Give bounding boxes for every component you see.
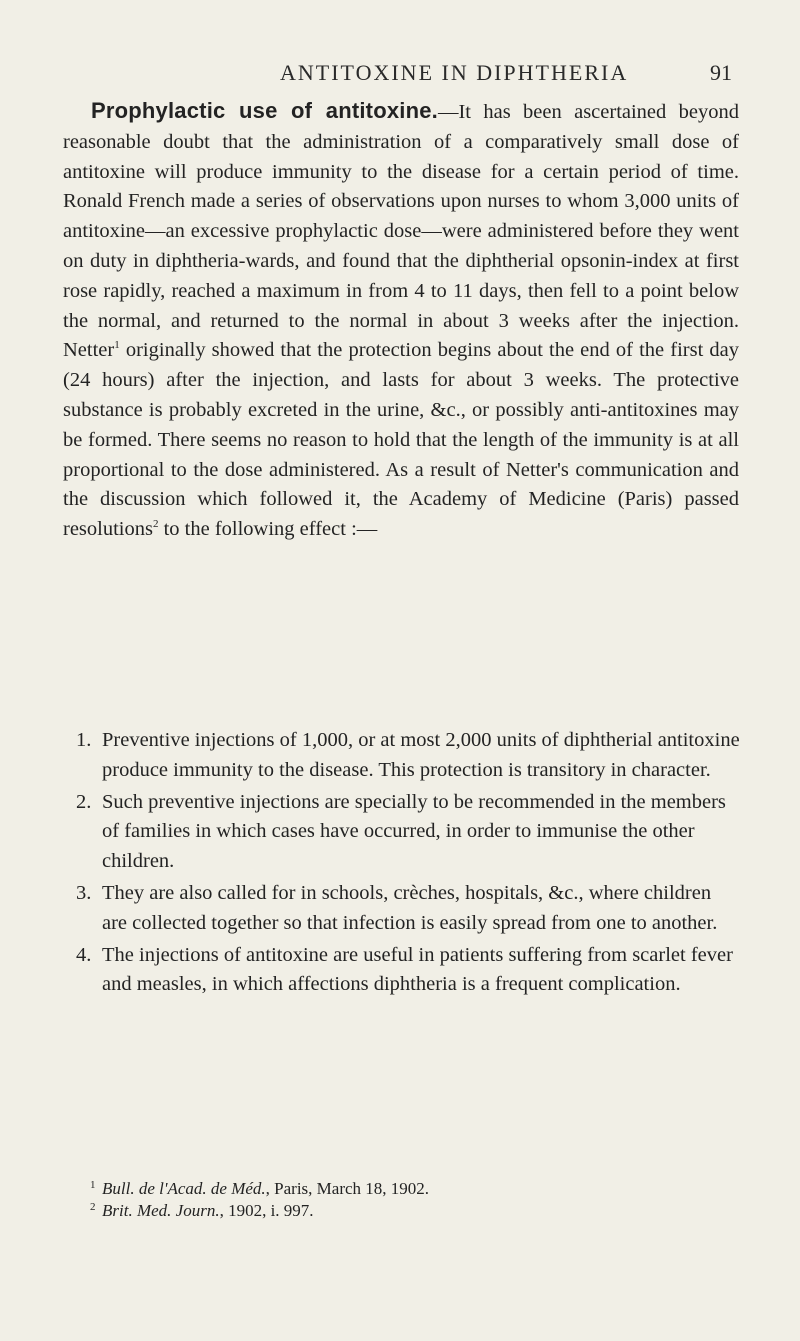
list-item (64, 941, 740, 1001)
footnotes (90, 1178, 730, 1222)
list-item-number: 4. (76, 943, 92, 966)
list-item (64, 788, 740, 877)
resolutions-list (64, 726, 740, 1002)
page-number: 91 (710, 60, 732, 85)
list-item-number: 3. (76, 881, 92, 904)
prophylactic-paragraph (63, 96, 739, 545)
list-item (64, 879, 740, 939)
footnote-1 (90, 1178, 730, 1200)
list-item-text: Preventive injections of 1,000, or at most 2,000 units of diphtherial antitoxine produce immunity to the disease. This protection is transitory in character. (102, 729, 740, 781)
list-item (64, 726, 740, 786)
footnote-detail: , 1902, i. 997. (219, 1201, 314, 1220)
footnote-source: Brit. Med. Journ. (102, 1201, 220, 1220)
list-item-number: 2. (76, 790, 92, 813)
footnote-detail: , Paris, March 18, 1902. (265, 1179, 430, 1198)
footnote-2 (90, 1200, 730, 1222)
list-item-number: 1. (76, 729, 92, 751)
footnote-mark: 2 (90, 1201, 96, 1213)
paragraph-text-2: originally showed that the protection begins about the end of the first day (24 hours) after the injection, and lasts for about 3 weeks. The protective substance is probably excreted in the urine, &c., or possibly anti-antitoxines may be formed. There seems no reason to hold that the length of the immunity is at all proportional to the dose administered. As a result of Netter's communication and the discussion which followed it, the Academy of Medicine (Paris) passed resolutions (63, 339, 739, 541)
list-item-text: Such preventive injections are specially to be recommended in the members of families in which cases have occurred, in order to immunise the other children. (102, 790, 726, 873)
footnote-ref-2: 2 (152, 518, 159, 531)
list-item-text: They are also called for in schools, crèches, hospitals, &c., where children are collected together so that infection is easily spread from one to another. (102, 881, 718, 934)
section-heading: Prophylactic use of antitoxine. (91, 98, 438, 123)
list-item-text: The injections of antitoxine are useful in patients suffering from scarlet fever and measles, in which affections diphtheria is a frequent complication. (102, 943, 733, 996)
footnote-ref-1: 1 (114, 339, 120, 352)
paragraph-text-3: to the following effect :— (158, 518, 378, 541)
paragraph-text-1: —It has been ascertained beyond reasonable doubt that the administration of a comparatively small dose of antitoxine will produce immunity to the disease for a certain period of time. Ronald French made a series of observations upon nurses to whom 3,000 units of antitoxine—an excessive prophylactic dose—were administered before they went on duty in diphtheria-wards, and found that the diphtherial opsonin-index at first rose rapidly, reached a maximum in from 4 to 11 days, then fell to a point below the normal, and returned to the normal in about 3 weeks after the injection. Netter (63, 101, 739, 362)
running-head-title: ANTITOXINE IN DIPHTHERIA (280, 60, 629, 85)
footnote-mark: 1 (90, 1179, 96, 1191)
footnote-source: Bull. de l'Acad. de Méd. (102, 1179, 266, 1198)
